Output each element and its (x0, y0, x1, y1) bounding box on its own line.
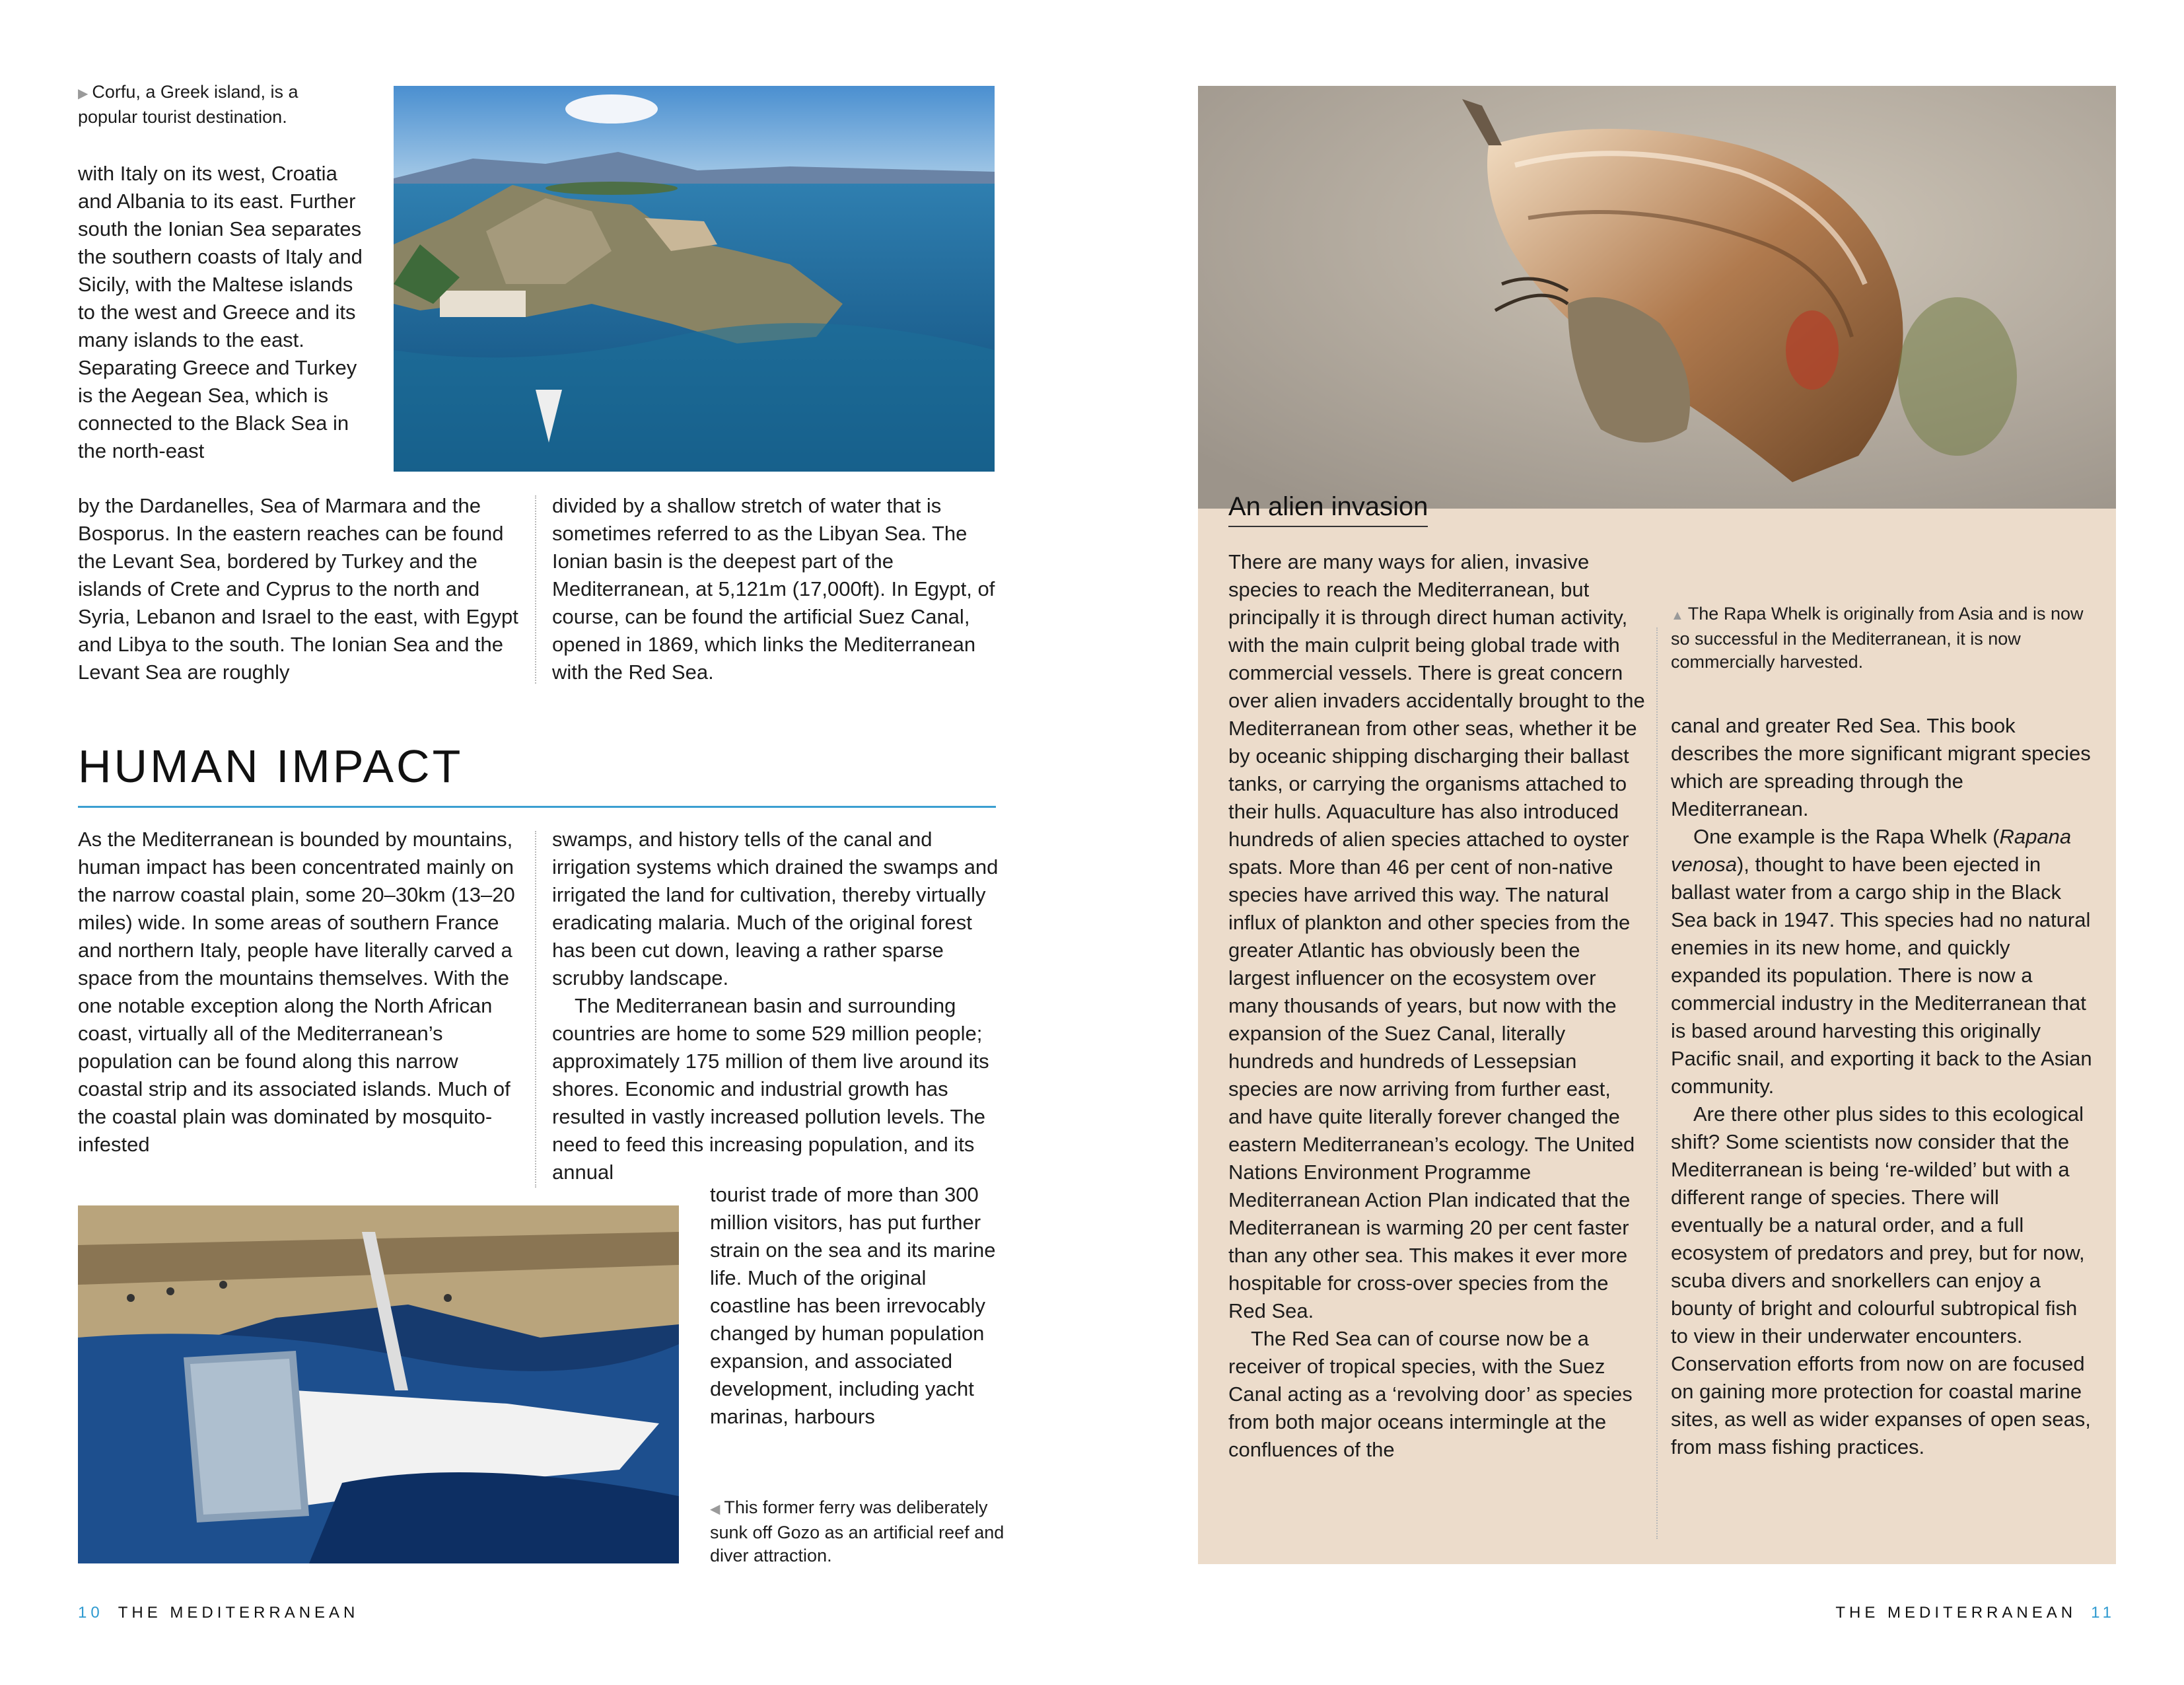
impact-narrow-column: tourist trade of more than 300 million visitors, has put further strain on the sea and its marine life. Much of the original coastline has been irrevocably changed by human population expansion, and associated development, including yacht marinas, harbours (710, 1183, 996, 1428)
section-rule (78, 806, 996, 808)
caption-arrow-up-icon: ▲ (1671, 608, 1684, 623)
column-divider (1656, 627, 1658, 1539)
corfu-photo (394, 86, 995, 472)
section-heading: HUMAN IMPACT (78, 740, 464, 792)
intro-narrow-column: with Italy on its west, Croatia and Albania to its east. Further south the Ionian Sea separates the southern coasts of Italy and Sicily, with the Maltese islands to the west and Greece and its many islands to the east. Separating Greece and Turkey is the Aegean Sea, which is connected to the Black Sea in the north-east (78, 162, 363, 462)
sidebar-column-2: canal and greater Red Sea. This book describes the more significant migrant species which are spreading through the Mediterranean. One example is the Rapa Whelk (Rapana venosa), thought to have been ejected in ballast water from a cargo ship in the Black Sea back in 1947. This species had no natural enemies in its new home, and quickly expanded its population. There is now a commercial industry in the Mediterranean that is based around harvesting this originally Pacific snail, and exporting it back to the Asian community. Are there other plus sides to this ecological shift? Some scientists now consider that the Mediterranean is being ‘re-wilded’ but with a different range of species. There will eventually be a natural order, and a full ecosystem of predators and prey, but for now, scuba divers and snorkellers can enjoy a bounty of bright and colourful subtropical fish to view in their underwater encounters. Conservation efforts from now on are focused on gaining more protection for coastal marine sites, as well as wider expanses of open seas, from mass fishing practices. (1671, 712, 2094, 1461)
right-folio (1835, 1604, 2115, 1622)
whelk-caption: ▲ The Rapa Whelk is originally from Asia and is now so successful in the Mediterranean, it is now commercially harvested. (1671, 604, 2084, 672)
impact-column-2: swamps, and history tells of the canal and irrigation systems which drained the swamps and irrigated the land for cultivation, thereby virtually eradicating malaria. Much of the original forest has been cut down, leaving a rather sparse scrubby landscape. The Mediterranean basin and surrounding countries are home to some 529 million people; approximately 175 million of them live around its shores. Economic and industrial growth has resulted in vastly increased pollution levels. The need to feed this increasing population, and its annual (552, 828, 999, 1184)
running-title: THE MEDITERRANEAN (118, 1604, 359, 1622)
rapa-whelk-paragraph: One example is the Rapa Whelk (Rapana venosa), thought to have been ejected in ballast water from a cargo ship in the Black Sea back in 1947. This species had no natural enemies in its new home, and quickly expanded its population. There is now a commercial industry in the Mediterranean that is based around harvesting this originally Pacific snail, and exporting it back to the Asian community. (1671, 825, 2092, 1098)
caption-arrow-right-icon: ▶ (78, 87, 88, 101)
corfu-caption: ▶ Corfu, a Greek island, is a popular tourist destination. (78, 82, 299, 127)
impact-column-1: As the Mediterranean is bounded by mountains, human impact has been concentrated mainly on the narrow coastal plain, some 20–30km (13–20 miles) wide. In some areas of southern France and northern Italy, people have literally carved a space from the mountains themselves. With the one notable exception along the North African coast, virtually all of the Mediterranean’s population can be found along this narrow coastal strip and its associated islands. Much of the coastal plain was dominated by mosquito-infested (78, 828, 515, 1156)
page-number: 11 (2091, 1604, 2115, 1622)
ferry-caption: ◀ This former ferry was deliberately sunk off Gozo as an artificial reef and diver attraction. (710, 1497, 1004, 1565)
running-title: THE MEDITERRANEAN (1835, 1604, 2077, 1622)
sunken-ferry-photo (78, 1205, 679, 1563)
rapa-whelk-photo (1198, 86, 2116, 509)
sidebar-column-1: There are many ways for alien, invasive species to reach the Mediterranean, but principally it is through direct human activity, with the main culprit being global trade with commercial vessels. There is great concern over alien invaders accidentally brought to the Mediterranean from other seas, whether it be by oceanic shipping discharging their ballast tanks, or carrying the organisms attached to their hulls. Aquaculture has also introduced hundreds of alien species attached to oyster spats. More than 46 per cent of non-native species have arrived this way. The natural influx of plankton and other species from the greater Atlantic has obviously been the largest influencer on the ecosystem over many thousands of years, but now with the expansion of the Suez Canal, literally hundreds and hundreds of Lessepsian species are now arriving from further east, and have quite literally forever changed the eastern Mediterranean’s ecology. The United Nations Environment Programme Mediterranean Action Plan indicated that the Mediterranean is warming 20 per cent faster than any other sea. This makes it ever more hospitable for cross-over species from the Red Sea. The Red Sea can of course now be a receiver of tropical species, with the Suez Canal acting as a ‘revolving door’ as species from both major oceans intermingle at the confluences of the (1228, 550, 1645, 1461)
sidebar-heading: An alien invasion (1228, 492, 1428, 527)
intro-column-2: divided by a shallow stretch of water that is sometimes referred to as the Libyan Sea. The Ionian basin is the deepest part of the Mediterranean, at 5,121m (17,000ft). In Egypt, of course, can be found the artificial Suez Canal, opened in 1869, which links the Mediterranean with the Red Sea. (552, 494, 995, 684)
column-divider (535, 495, 536, 684)
page-number: 10 (78, 1604, 104, 1622)
caption-arrow-left-icon: ◀ (710, 1502, 721, 1517)
intro-column-1: by the Dardanelles, Sea of Marmara and the Bosporus. In the eastern reaches can be found the Levant Sea, bordered by Turkey and the islands of Crete and Cyprus to the north and Syria, Lebanon and Israel to the east, with Egypt and Libya to the south. The Ionian Sea and the Levant Sea are roughly (78, 494, 518, 684)
left-folio (78, 1604, 359, 1622)
column-divider (535, 831, 536, 1188)
